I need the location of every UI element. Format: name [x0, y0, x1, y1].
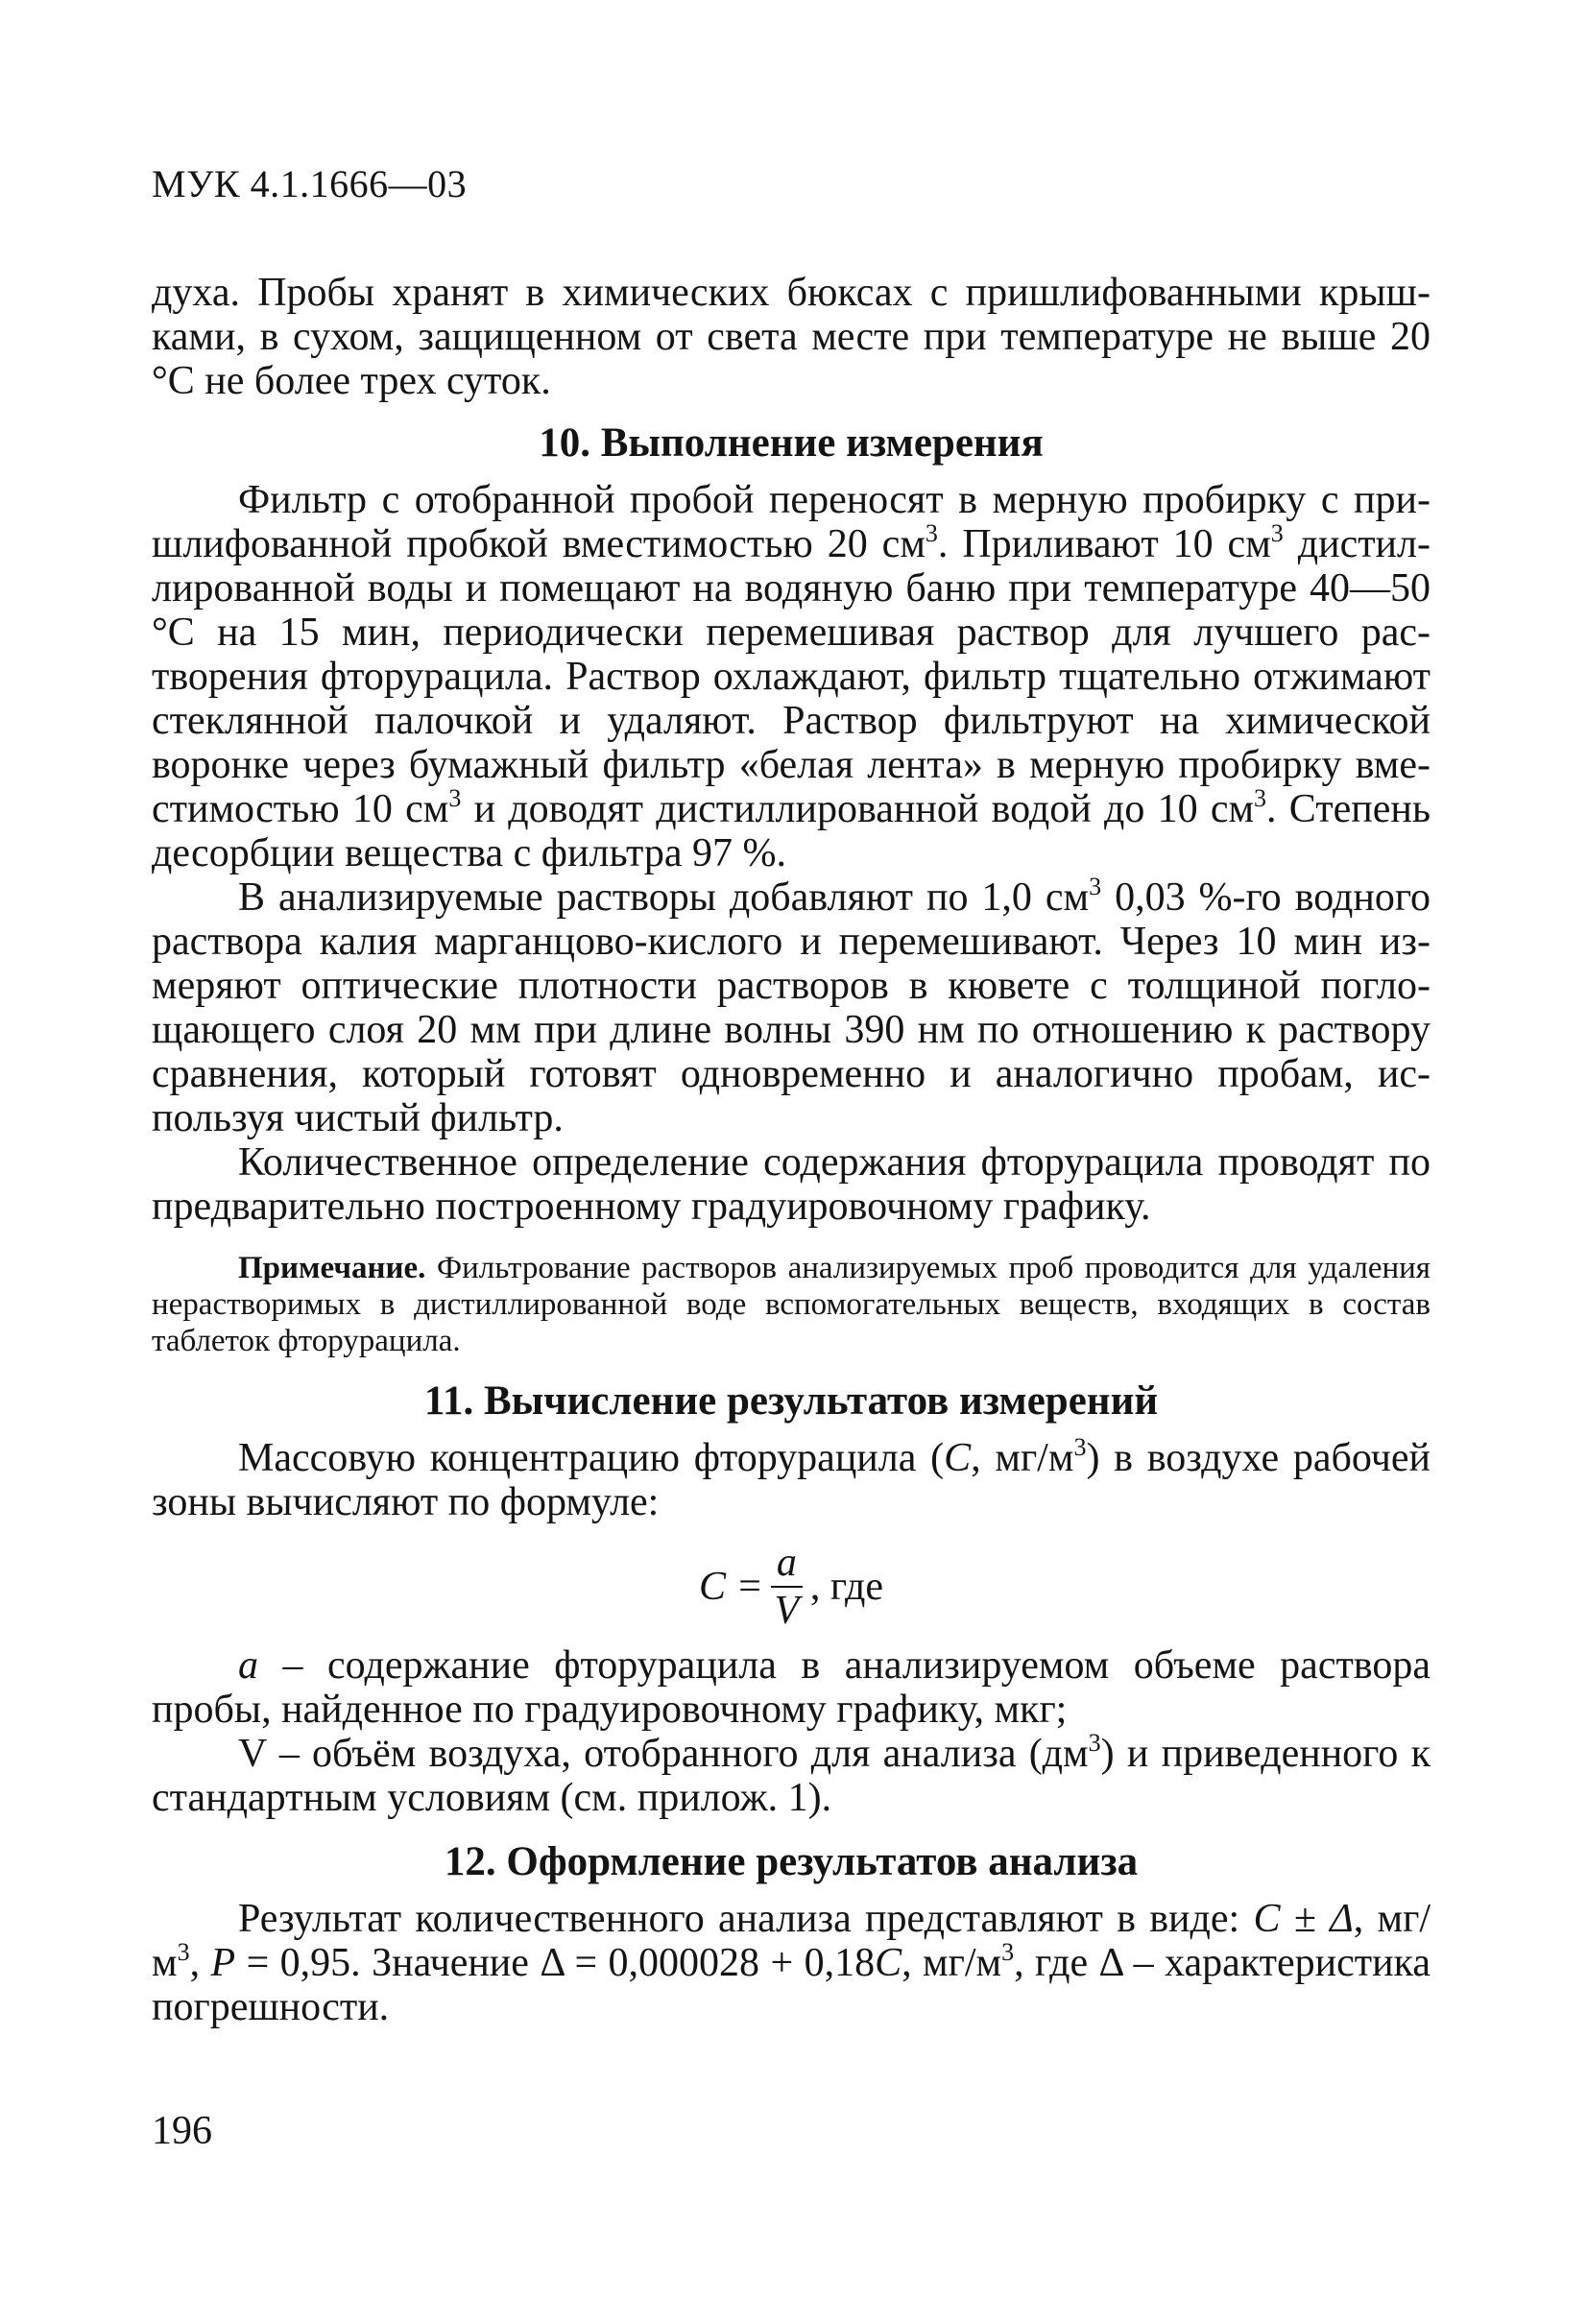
note-paragraph: Примечание. Фильтрование растворов анализируемых проб проводится для удаления нерастворимых в дистиллированной воде вспомогательных веществ, входящих в состав таблеток фторурацила.: [152, 1251, 1431, 1358]
section-11-paragraph-1: Массовую концентрацию фторурацила (С, $мг/м^3$) в воздухе рабочей зоны вычисляют по формуле:: [152, 1433, 1431, 1524]
page-number: 196: [152, 2109, 212, 2153]
section-10-title: 10. Выполнение измерения: [539, 420, 1044, 466]
section-11-title: 11. Вычисление результатов измерений: [423, 1378, 1159, 1424]
page-content: [152, 271, 1431, 2029]
definition-v: V – объём воздуха, отобранного для анализа $(дм^3)$ и приведенного к стандартным условиям (см. прилож. 1).: [152, 1729, 1431, 1820]
section-10-paragraph-3: Количественное определение содержания фторурацила проводят по предварительно построенному градуировочному графику.: [152, 1140, 1431, 1229]
definition-a: a – содержание фторурацила в анализируемом объеме раствора пробы, найденное по градуировочному графику, мкг;: [152, 1643, 1431, 1732]
formula-lhs: С =: [698, 1565, 763, 1609]
section-10-paragraph-2: В анализируемые растворы добавляют по 1,0 $см^3$ 0,03 %-го водного раствора калия марганцово-кислого и перемешивают. Через 10 мин измеряют оптические плотности растворов в кювете с толщиной поглощающего слоя 20 мм при длине волны 390 нм по отношению к раствору сравнения, который готовят одновременно и аналогично пробам, используя чистый фильтр.: [152, 873, 1431, 1140]
formula-denominator: V: [774, 1589, 800, 1633]
section-10-paragraph-1: Фильтр с отобранной пробой переносят в мерную пробирку с пришлифованной пробкой вместимостью 20 $см^3$. Приливают 10 $см^3$ дистиллированной воды и помещают на водяную баню при температуре 40—50 °С на 15 мин, периодически перемешивая раствор для лучшего растворения фторурацила. Раствор охлаждают, фильтр тщательно отжимают стеклянной палочкой и удаляют. Раствор фильтруют на химической воронке через бумажный фильтр «белая лента» в мерную пробирку вместимостью 10 $см^3$ и доводят дистиллированной водой до 10 $см^3$. Степень десорбции вещества с фильтра 97 %.: [152, 478, 1431, 875]
note-label: Примечание.: [238, 1251, 426, 1285]
section-12-paragraph-1: Результат количественного анализа представляют в виде: С ± Δ, $мг/м^3$, Р = 0,95. Значение Δ = 0,000028 + 0,18С, $мг/м^3$, где Δ – характеристика погрешности.: [152, 1897, 1431, 2029]
formula-fraction: [771, 1540, 803, 1634]
formula-numerator: a: [771, 1540, 803, 1588]
document-code-header: МУК 4.1.1666—03: [152, 162, 468, 205]
concentration-formula: [152, 1530, 1431, 1643]
intro-paragraph: духа. Пробы хранят в химических бюксах с пришлифованными крышками, в сухом, защищенном от света месте при температуре не выше 20 °С не более трех суток.: [152, 271, 1431, 403]
formula-suffix: , где: [809, 1565, 883, 1609]
section-12-title: 12. Оформление результатов анализа: [444, 1839, 1139, 1884]
